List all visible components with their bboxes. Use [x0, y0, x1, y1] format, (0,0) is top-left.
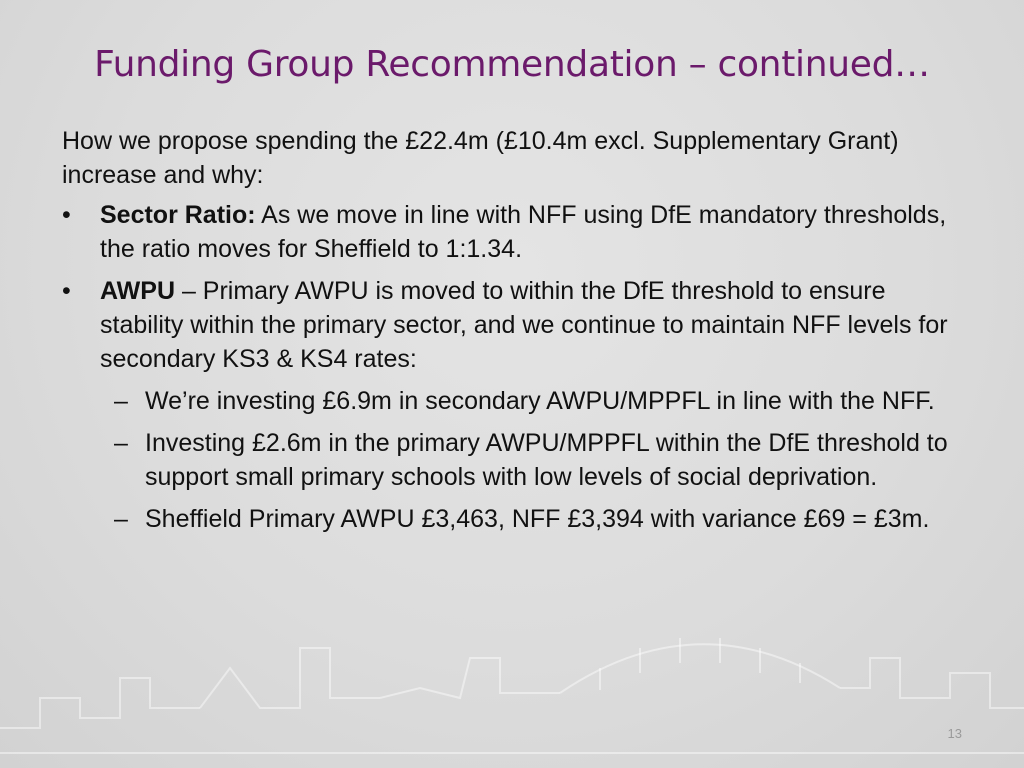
sub-bullet [62, 426, 962, 494]
intro-text: How we propose spending the £22.4m (£10.4m excl. Supplementary Grant) increase and why: [62, 127, 899, 189]
sub-bullet-list [62, 384, 962, 536]
sub-bullet-text: Sheffield Primary AWPU £3,463, NFF £3,394 with variance £69 = £3m. [145, 505, 930, 533]
sub-bullet-text: Investing £2.6m in the primary AWPU/MPPFL within the DfE threshold to support small primary schools with low levels of social deprivation. [145, 429, 948, 491]
bullet-text: – Primary AWPU is moved to within the DfE threshold to ensure stability within the primary sector, and we continue to maintain NFF levels for secondary KS3 & KS4 rates: [100, 277, 948, 373]
sub-bullet-text: We’re investing £6.9m in secondary AWPU/MPPFL in line with the NFF. [145, 387, 935, 415]
sub-bullet-marker: – [114, 505, 128, 533]
bullet-text: As we move in line with NFF using DfE mandatory thresholds, the ratio moves for Sheffield to 1:1.34. [100, 201, 947, 263]
sub-bullet-marker: – [114, 387, 128, 415]
bullet-awpu [62, 274, 962, 536]
slide-title: Funding Group Recommendation – continued… [94, 44, 930, 85]
bullet-label: Sector Ratio: [100, 201, 256, 229]
city-skyline-watermark [0, 578, 1024, 768]
bullet-marker: • [62, 277, 71, 305]
slide-body [62, 124, 962, 544]
page-number: 13 [947, 726, 962, 741]
sub-bullet-marker: – [114, 429, 128, 457]
sub-bullet [62, 384, 962, 418]
sub-bullet [62, 502, 962, 536]
bullet-sector-ratio [62, 198, 962, 266]
bullet-label: AWPU [100, 277, 175, 305]
bullet-marker: • [62, 201, 71, 229]
